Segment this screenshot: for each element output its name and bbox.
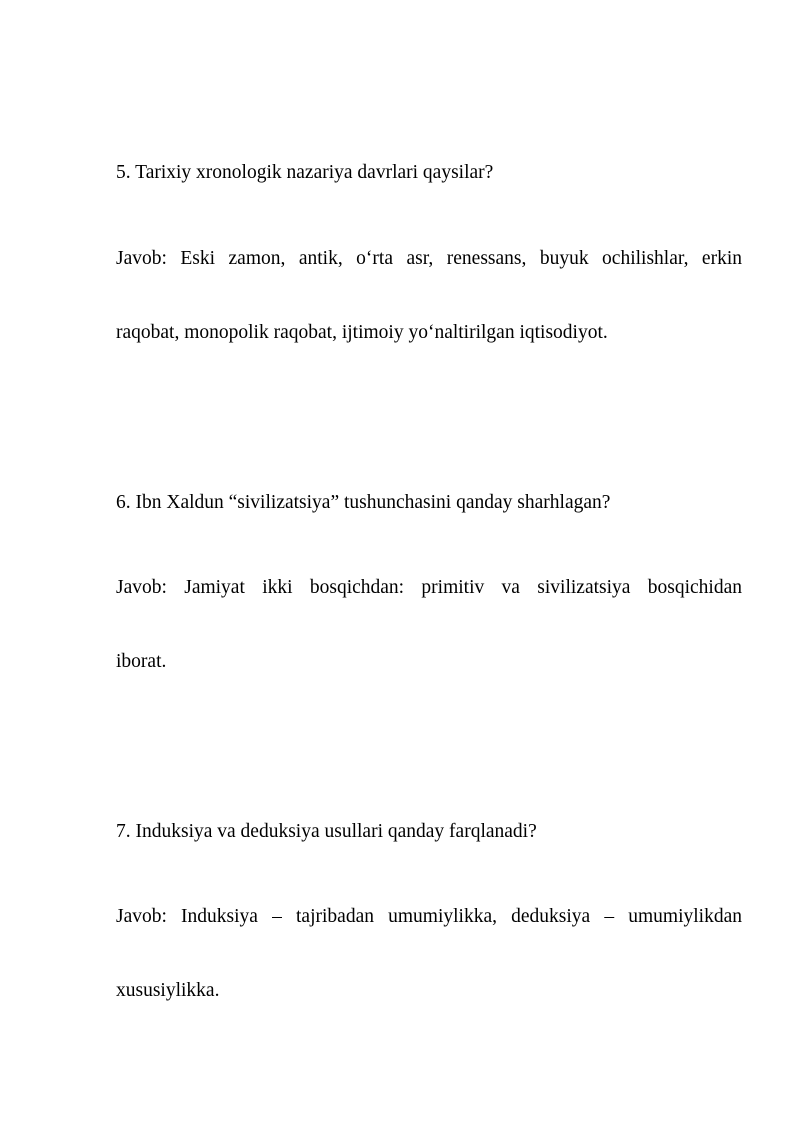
question-7: 7. Induksiya va deduksiya usullari qanday farqlanadi? — [116, 821, 537, 842]
answer-7-line-2: xususiylikka. — [116, 980, 220, 1001]
answer-5-line-1: Javob: Eski zamon, antik, o‘rta asr, renessans, buyuk ochilishlar, erkin — [116, 248, 742, 269]
answer-7-line-1: Javob: Induksiya – tajribadan umumiylikka, deduksiya – umumiylikdan — [116, 906, 742, 927]
answer-6-line-1: Javob: Jamiyat ikki bosqichdan: primitiv va sivilizatsiya bosqichidan — [116, 577, 742, 598]
answer-6-line-2: iborat. — [116, 651, 167, 672]
question-6: 6. Ibn Xaldun “sivilizatsiya” tushunchasini qanday sharhlagan? — [116, 492, 611, 513]
question-5: 5. Tarixiy xronologik nazariya davrlari qaysilar? — [116, 162, 494, 183]
answer-5-line-2: raqobat, monopolik raqobat, ijtimoiy yo‘naltirilgan iqtisodiyot. — [116, 322, 608, 343]
